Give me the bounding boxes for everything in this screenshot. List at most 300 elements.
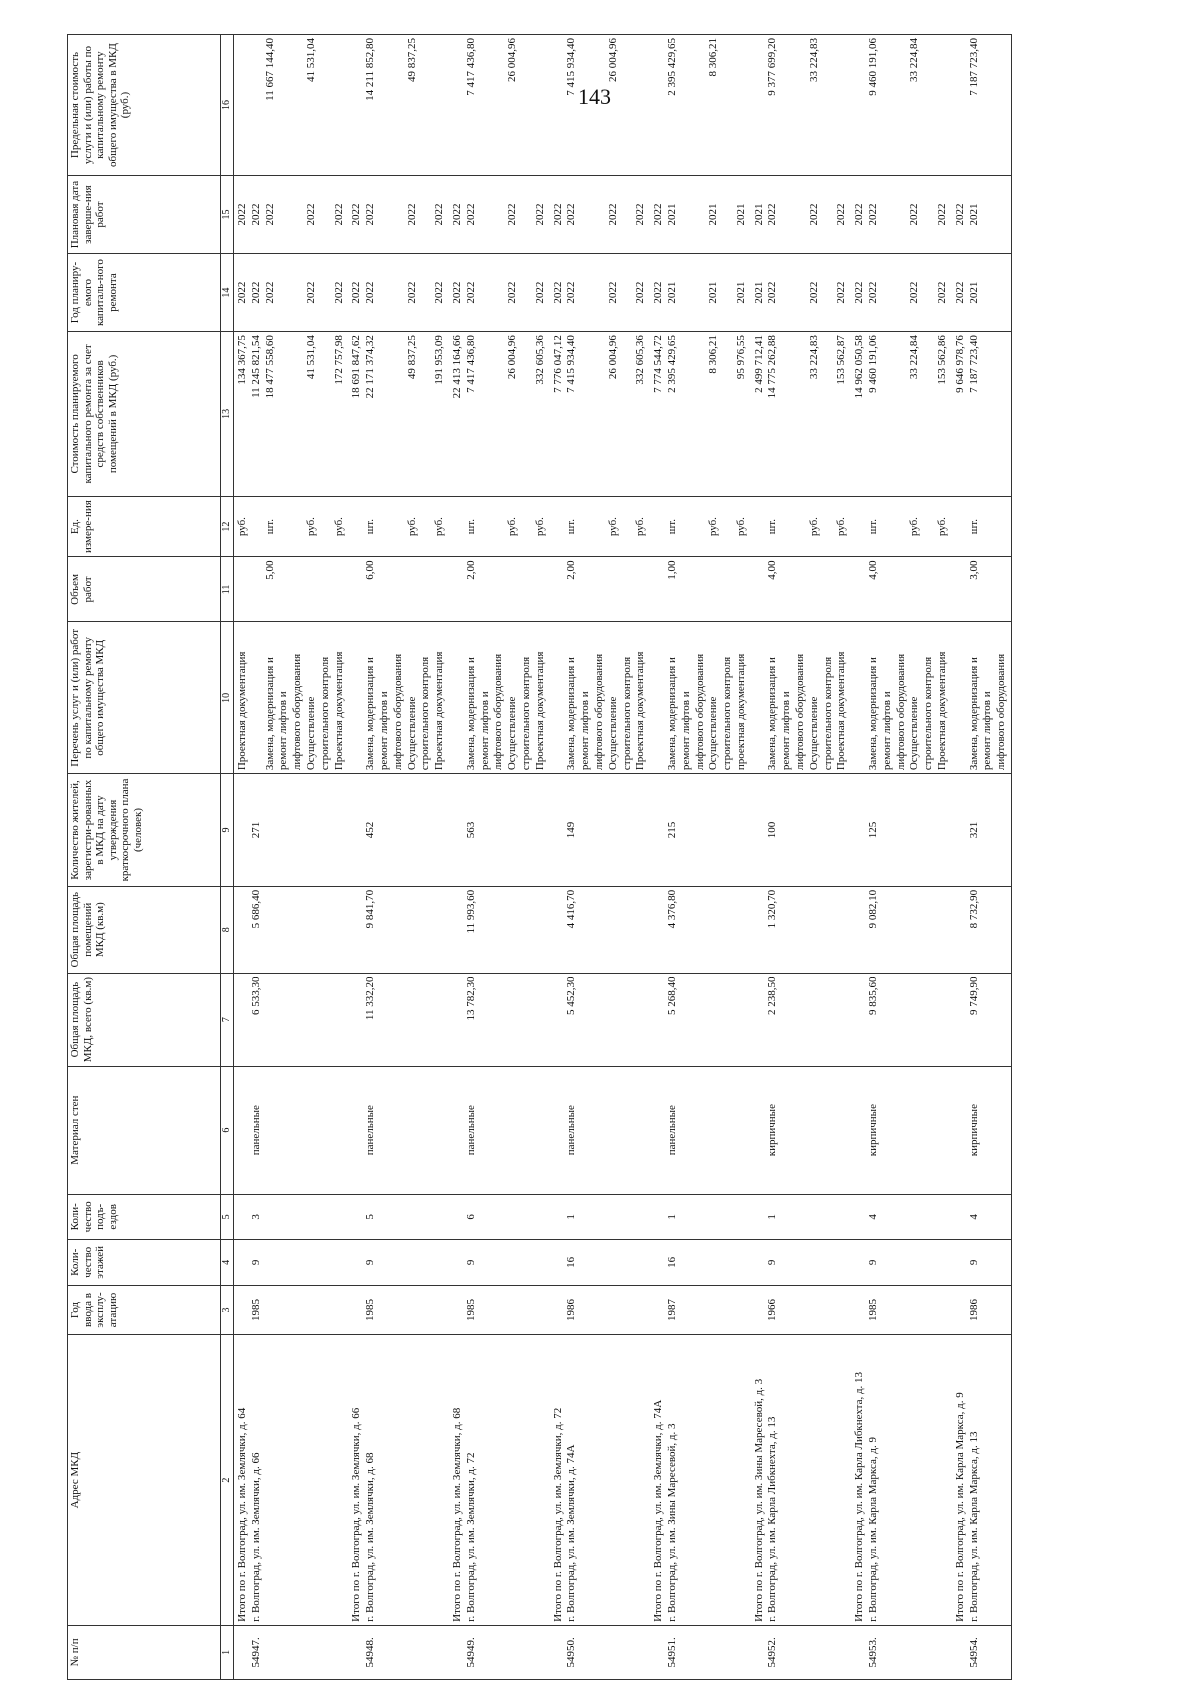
end-year-cell (952, 176, 1012, 254)
spacer (753, 1243, 767, 1282)
cell-line: ремонт лифтов и (579, 691, 592, 771)
cell-line: 2021 (665, 203, 678, 226)
cell-value: 54949. (464, 1637, 477, 1668)
cell-line: лифтового оборудования (894, 653, 907, 771)
cell-line (350, 500, 364, 554)
cell-value: 9 (364, 1259, 377, 1266)
cell-line (881, 38, 895, 172)
cell-line: 2022 (249, 203, 262, 226)
cell-line (392, 257, 406, 328)
volume-cell (550, 557, 651, 622)
cell-value: 16 (665, 1256, 678, 1268)
area-total-cell (550, 973, 651, 1066)
cell-value: 54954. (967, 1637, 980, 1668)
floors-cell (449, 1240, 550, 1286)
cell-line: Проектная документация (332, 651, 345, 771)
spacer (552, 1289, 566, 1332)
cell-line: лифтового оборудования (995, 653, 1008, 771)
cell-line: 7 774 544,72 (652, 335, 665, 393)
cell-line (451, 625, 465, 770)
cell-line (780, 38, 794, 172)
spacer (350, 1198, 364, 1237)
cell-value: 54952. (766, 1637, 779, 1668)
cell-value: 54947. (249, 1637, 262, 1668)
cell-line (881, 335, 895, 493)
limit-cell (952, 35, 1012, 176)
cell-line: строительного контроля (318, 656, 331, 771)
plan-year-cell (650, 254, 751, 332)
cell-line (520, 257, 534, 328)
plan-year-cell (550, 254, 651, 332)
end-year-cell (234, 176, 349, 254)
cell-line: 2022 (364, 203, 377, 226)
cell-line (822, 335, 836, 493)
cell-line (721, 560, 735, 618)
cell-line (853, 38, 867, 172)
cell-line (291, 500, 305, 554)
cell-line: ремонт лифтов и (478, 691, 491, 771)
cell-line: ремонт лифтов и (880, 691, 893, 771)
cell-line (579, 38, 593, 172)
cell-value: 321 (967, 821, 980, 839)
cell-line: 2021 (967, 203, 980, 226)
cell-value: 3 (249, 1214, 262, 1220)
volume-cell (348, 557, 449, 622)
cell-line (794, 257, 808, 328)
row-number (751, 1625, 852, 1679)
cell-line (621, 500, 635, 554)
cell-line (621, 560, 635, 618)
end-year-cell (751, 176, 852, 254)
cell-line: 7 187 723,40 (967, 38, 980, 96)
cell-line (995, 38, 1009, 172)
cell-line: 2022 (464, 281, 477, 304)
cell-line (694, 560, 708, 618)
cell-line (392, 38, 406, 172)
area-rooms-cell (650, 886, 751, 973)
cell-line (419, 560, 433, 618)
unit-cell (650, 496, 751, 557)
cell-line: 2022 (263, 203, 276, 226)
cell-line: 2022 (936, 281, 949, 304)
cost-cell (650, 332, 751, 497)
cell-line (853, 560, 867, 618)
cell-line: руб. (506, 517, 519, 537)
table-header-row (68, 35, 221, 1680)
cell-line (694, 500, 708, 554)
row-number (348, 1625, 449, 1679)
spacer (552, 1243, 566, 1282)
cell-line: лифтового оборудования (592, 653, 605, 771)
column-number: 11 (221, 557, 234, 622)
cost-cell (952, 332, 1012, 497)
plan-year-cell (449, 254, 550, 332)
cell-line: строительного контроля (419, 656, 432, 771)
cell-line: 2022 (807, 203, 820, 226)
column-number: 5 (221, 1194, 234, 1240)
cell-line (534, 38, 548, 172)
cell-line: Замена, модернизация и (565, 657, 578, 771)
spacer (753, 777, 767, 883)
cell-line (922, 179, 936, 250)
walls-cell (851, 1066, 952, 1194)
cell-value: 1987 (665, 1299, 678, 1321)
cell-line: 2021 (665, 281, 678, 304)
address-cell (550, 1335, 651, 1625)
cell-line: лифтового оборудования (291, 653, 304, 771)
cell-line: 41 531,04 (304, 38, 317, 82)
cell-line: руб. (533, 517, 546, 537)
cell-line: руб. (908, 517, 921, 537)
cell-line (981, 335, 995, 493)
cell-line: 2022 (606, 203, 619, 226)
cell-line (291, 257, 305, 328)
cell-line (707, 560, 721, 618)
cell-line (319, 179, 333, 250)
cell-line (419, 335, 433, 493)
cell-value: 4 (967, 1214, 980, 1220)
cell-line: Проектная документация (433, 651, 446, 771)
spacer (552, 1629, 566, 1676)
entrances-cell (851, 1194, 952, 1240)
cell-line: 2022 (853, 203, 866, 226)
volume-cell (234, 557, 349, 622)
row-number (234, 1625, 349, 1679)
spacer (954, 1070, 968, 1191)
cell-line (492, 179, 506, 250)
cell-value: 2 238,50 (766, 976, 779, 1016)
cell-line: 2022 (634, 281, 647, 304)
cell-value: 11 332,20 (364, 976, 377, 1021)
cell-value: 16 (565, 1256, 578, 1268)
address-cell (348, 1335, 449, 1625)
cell-value: 452 (364, 821, 377, 839)
cell-value: 1985 (364, 1299, 377, 1321)
cell-line: строительного контроля (922, 656, 935, 771)
cell-line: 26 004,96 (606, 335, 619, 380)
cell-value: 9 (967, 1259, 980, 1266)
cell-line: 2022 (249, 281, 262, 304)
cell-line: 6,00 (364, 560, 377, 580)
floors-cell (234, 1240, 349, 1286)
cell-value: 5 452,30 (565, 976, 578, 1016)
cell-line: Итого по г. Волгоград, ул. им. Карла Маркса, д. 9 (953, 1392, 966, 1622)
cell-line (680, 257, 694, 328)
column-header: Год ввода в эксплу-атацию (68, 1285, 221, 1335)
cell-value: 9 (766, 1259, 779, 1266)
spacer (236, 1070, 250, 1191)
cell-line (319, 335, 333, 493)
cell-line: Итого по г. Волгоград, ул. им. Зины Маресевой, д. 3 (752, 1378, 765, 1622)
cell-line: лифтового оборудования (492, 653, 505, 771)
spacer (451, 1070, 465, 1191)
cell-line: Итого по г. Волгоград, ул. им. Землячки, д. 74А (652, 1399, 665, 1622)
cell-line (922, 500, 936, 554)
cell-line (922, 38, 936, 172)
entrances-cell (449, 1194, 550, 1240)
cell-line: строительного контроля (721, 656, 734, 771)
cell-line: г. Волгоград, ул. им. Землячки, д. 68 (364, 1452, 377, 1622)
spacer (552, 977, 566, 1063)
cell-line: 26 004,96 (606, 38, 619, 82)
cell-line (451, 38, 465, 172)
cell-line (895, 560, 909, 618)
column-number: 12 (221, 496, 234, 557)
cell-line: 2022 (450, 281, 463, 304)
cell-line (881, 179, 895, 250)
cell-line: 191 953,09 (433, 335, 446, 385)
area-rooms-cell (348, 886, 449, 973)
cell-line (319, 257, 333, 328)
cell-line (520, 38, 534, 172)
cell-line (579, 560, 593, 618)
column-header: Плановая дата заверше-ния работ (68, 176, 221, 254)
cell-line (895, 500, 909, 554)
cell-line (319, 500, 333, 554)
floors-cell (851, 1240, 952, 1286)
row-number (550, 1625, 651, 1679)
spacer (954, 1243, 968, 1282)
cell-line: лифтового оборудования (693, 653, 706, 771)
cell-line: г. Волгоград, ул. им. Землячки, д. 74А (565, 1444, 578, 1622)
cell-line: 2,00 (464, 560, 477, 580)
plan-year-cell (851, 254, 952, 332)
table-row (234, 35, 349, 1680)
cell-line: Проектная документация (634, 651, 647, 771)
works-cell (952, 622, 1012, 774)
cell-line: 9 460 191,06 (867, 38, 880, 96)
spacer (236, 1629, 250, 1676)
cell-value: 100 (766, 821, 779, 839)
cell-line: лифтового оборудования (794, 653, 807, 771)
spacer (451, 1243, 465, 1282)
cell-line (492, 335, 506, 493)
cell-line (479, 335, 493, 493)
cell-line (794, 179, 808, 250)
cell-line: 9 646 978,76 (953, 335, 966, 393)
cell-line (694, 38, 708, 172)
entrances-cell (650, 1194, 751, 1240)
cell-line (652, 625, 666, 770)
cell-line (981, 38, 995, 172)
capital-repair-table (67, 34, 1012, 1680)
cell-line (291, 179, 305, 250)
cell-line (291, 560, 305, 618)
cell-line (552, 38, 566, 172)
cell-line: г. Волгоград, ул. им. Карла Маркса, д. 13 (967, 1431, 980, 1622)
cell-line: строительного контроля (620, 656, 633, 771)
cell-line: руб. (236, 517, 248, 537)
cell-line (794, 335, 808, 493)
column-number: 10 (221, 622, 234, 774)
cell-line (680, 500, 694, 554)
column-number: 3 (221, 1285, 234, 1335)
works-cell (851, 622, 952, 774)
entrances-cell (751, 1194, 852, 1240)
entrances-cell (550, 1194, 651, 1240)
cell-line: 2022 (565, 203, 578, 226)
cell-line (794, 560, 808, 618)
cell-line (492, 38, 506, 172)
cell-line: 2022 (364, 281, 377, 304)
cell-line (853, 625, 867, 770)
unit-cell (751, 496, 852, 557)
cell-line: шт. (464, 519, 477, 535)
cell-line (780, 335, 794, 493)
column-header: Адрес МКД (68, 1335, 221, 1625)
column-number: 2 (221, 1335, 234, 1625)
cell-line: 22 413 164,66 (450, 335, 463, 399)
cell-line (822, 38, 836, 172)
cell-line: 153 562,87 (835, 335, 848, 385)
column-number: 1 (221, 1625, 234, 1679)
cell-value: панельные (249, 1105, 262, 1156)
floors-cell (751, 1240, 852, 1286)
cell-line (333, 560, 347, 618)
works-cell (550, 622, 651, 774)
row-number (851, 1625, 952, 1679)
cell-line: руб. (405, 517, 418, 537)
spacer (652, 1243, 666, 1282)
cell-line (634, 38, 648, 172)
cell-line: Итого по г. Волгоград, ул. им. Землячки, д. 72 (551, 1407, 564, 1622)
works-cell (234, 622, 349, 774)
cell-line (392, 500, 406, 554)
cell-value: 9 841,70 (364, 889, 377, 929)
spacer (954, 977, 968, 1063)
cell-line (236, 560, 250, 618)
walls-cell (751, 1066, 852, 1194)
cell-line: 2022 (634, 203, 647, 226)
year-cell (751, 1285, 852, 1335)
cell-line: шт. (364, 519, 377, 535)
cell-value: 9 (867, 1259, 880, 1266)
cell-line: 2022 (551, 281, 564, 304)
unit-cell (449, 496, 550, 557)
cell-line (780, 179, 794, 250)
cell-line (895, 38, 909, 172)
column-header: Коли-чество подъ-ездов (68, 1194, 221, 1240)
walls-cell (952, 1066, 1012, 1194)
end-year-cell (650, 176, 751, 254)
year-cell (449, 1285, 550, 1335)
cell-value: 1966 (766, 1299, 779, 1321)
cell-line (378, 179, 392, 250)
page-number: 143 (578, 84, 611, 109)
address-cell (952, 1335, 1012, 1625)
spacer (350, 890, 364, 970)
year-cell (550, 1285, 651, 1335)
cell-line (835, 38, 849, 172)
cell-value: 149 (565, 821, 578, 839)
cell-line: 2022 (867, 203, 880, 226)
cell-line (753, 625, 767, 770)
cell-value: 1 (565, 1214, 578, 1220)
cell-value: 1 (665, 1214, 678, 1220)
spacer (853, 1289, 867, 1332)
cell-line: 2022 (506, 281, 519, 304)
spacer (552, 890, 566, 970)
cell-line (378, 560, 392, 618)
cell-line: Проектная документация (533, 651, 546, 771)
cell-line (319, 560, 333, 618)
column-number: 16 (221, 35, 234, 176)
walls-cell (449, 1066, 550, 1194)
cell-line: 2022 (867, 281, 880, 304)
cell-line (250, 560, 264, 618)
walls-cell (550, 1066, 651, 1194)
cell-line: 26 004,96 (506, 335, 519, 380)
cell-value: 5 268,40 (665, 976, 678, 1016)
spacer (853, 890, 867, 970)
spacer (853, 977, 867, 1063)
column-header: Предельная стоимость услуги и (или) работы по капитальному ремонту общего имущества в МКД (руб.) (68, 35, 221, 176)
cell-line: Замена, модернизация и (867, 657, 880, 771)
cost-cell (234, 332, 349, 497)
row-number (449, 1625, 550, 1679)
cell-line: 95 976,55 (734, 335, 747, 380)
cell-line (579, 335, 593, 493)
residents-cell (952, 774, 1012, 887)
cell-line (621, 335, 635, 493)
spacer (853, 1070, 867, 1191)
cost-cell (348, 332, 449, 497)
cell-value: панельные (665, 1105, 678, 1156)
cell-line: 33 224,83 (807, 335, 820, 380)
column-header: Объем работ (68, 557, 221, 622)
cell-line (520, 500, 534, 554)
cell-line: руб. (835, 517, 848, 537)
cell-line (981, 257, 995, 328)
cell-value: 4 416,70 (565, 889, 578, 929)
cost-cell (550, 332, 651, 497)
cell-line: руб. (936, 517, 949, 537)
cell-line: г. Волгоград, ул. им. Землячки, д. 66 (249, 1452, 262, 1622)
walls-cell (650, 1066, 751, 1194)
column-number: 7 (221, 973, 234, 1066)
cell-line: Замена, модернизация и (766, 657, 779, 771)
cell-line (378, 335, 392, 493)
table-row (650, 35, 751, 1680)
residents-cell (851, 774, 952, 887)
column-number: 13 (221, 332, 234, 497)
cell-line (995, 500, 1009, 554)
spacer (236, 890, 250, 970)
cell-line: 2022 (263, 281, 276, 304)
cell-line: руб. (734, 517, 747, 537)
cell-line: 2022 (332, 203, 345, 226)
cell-line (492, 560, 506, 618)
cell-line (479, 560, 493, 618)
cell-line: 2022 (551, 203, 564, 226)
column-number-row (221, 35, 234, 1680)
cell-line (721, 335, 735, 493)
cell-line (277, 38, 291, 172)
cell-line (236, 38, 250, 172)
cell-line: 33 224,83 (807, 38, 820, 82)
cell-line: 2022 (936, 203, 949, 226)
cell-line: 2022 (533, 203, 546, 226)
cell-line: 14 211 852,80 (364, 38, 377, 101)
column-number: 4 (221, 1240, 234, 1286)
cell-line (621, 179, 635, 250)
cell-line (479, 257, 493, 328)
area-total-cell (234, 973, 349, 1066)
cell-line: 2021 (752, 203, 765, 226)
cell-line (579, 179, 593, 250)
cell-line: 2022 (835, 203, 848, 226)
spacer (552, 1198, 566, 1237)
